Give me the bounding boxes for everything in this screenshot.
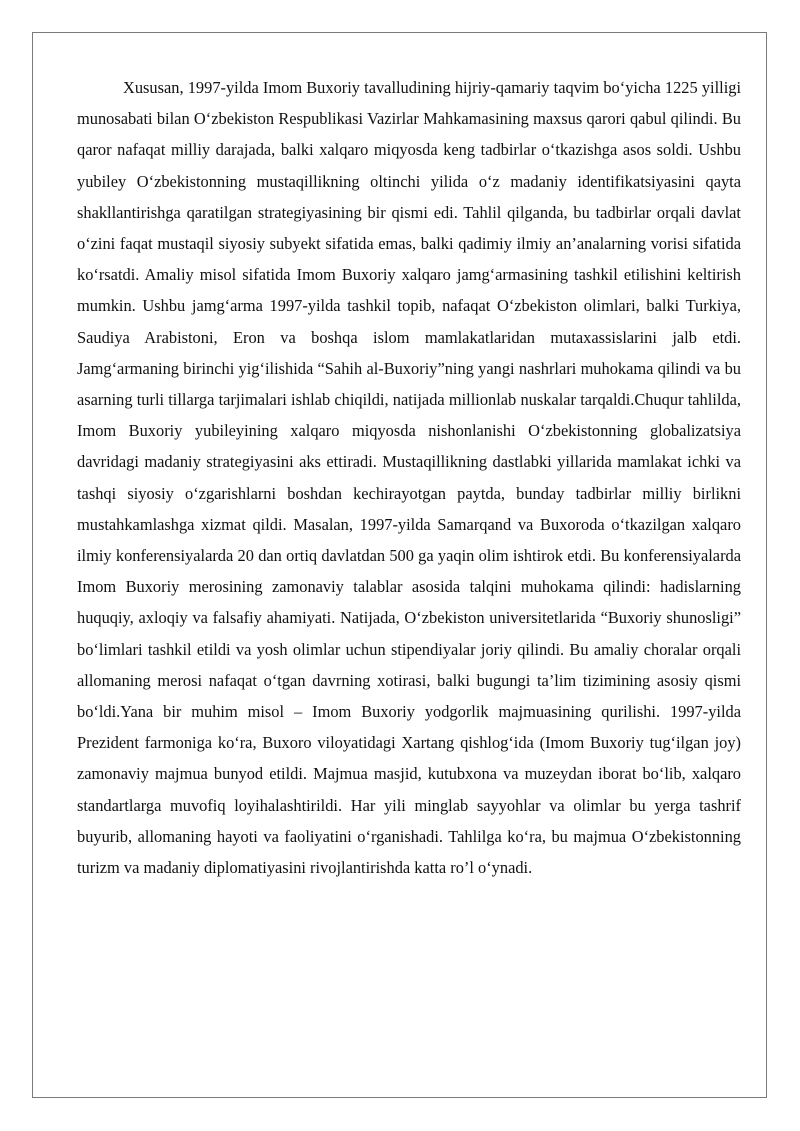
body-paragraph: Xususan, 1997-yilda Imom Buxoriy tavalludining hijriy-qamariy taqvim bo‘yicha 1225 yilligi munosabati bilan O‘zbekiston Respublikasi Vazirlar Mahkamasining maxsus qarori qabul qilindi. Bu qaror nafaqat milliy darajada, balki xalqaro miqyosda keng tadbirlar o‘tkazishga asos soldi. Ushbu yubiley O‘zbekistonning mustaqillikning oltinchi yilida o‘z madaniy identifikatsiyasini qayta shakllantirishga qaratilgan strategiyasining bir qismi edi. Tahlil qilganda, bu tadbirlar orqali davlat o‘zini faqat mustaqil siyosiy subyekt sifatida emas, balki qadimiy ilmiy an’analarning vorisi sifatida ko‘rsatdi. Amaliy misol sifatida Imom Buxoriy xalqaro jamg‘armasining tashkil etilishini keltirish mumkin. Ushbu jamg‘arma 1997-yilda tashkil topib, nafaqat O‘zbekiston olimlari, balki Turkiya, Saudiya Arabistoni, Eron va boshqa islom mamlakatlaridan mutaxassislarini jalb etdi. Jamg‘armaning birinchi yig‘ilishida “Sahih al-Buxoriy”ning yangi nashrlari muhokama qilindi va bu asarning turli tillarga tarjimalari ishlab chiqildi, natijada millionlab nuskalar tarqaldi.Chuqur tahlilda, Imom Buxoriy yubileyining xalqaro miqyosda nishonlanishi O‘zbekistonning globalizatsiya davridagi madaniy strategiyasini aks ettiradi. Mustaqillikning dastlabki yillarida mamlakat ichki va tashqi siyosiy o‘zgarishlarni boshdan kechirayotgan paytda, bunday tadbirlar milliy birlikni mustahkamlashga xizmat qildi. Masalan, 1997-yilda Samarqand va Buxoroda o‘tkazilgan xalqaro ilmiy konferensiyalarda 20 dan ortiq davlatdan 500 ga yaqin olim ishtirok etdi. Bu konferensiyalarda Imom Buxoriy merosining zamonaviy talablar asosida talqini muhokama qilindi: hadislarning huquqiy, axloqiy va falsafiy ahamiyati. Natijada, O‘zbekiston universitetlarida “Buxoriy shunosligi” bo‘limlari tashkil etildi va yosh olimlar uchun stipendiyalar joriy qilindi. Bu amaliy choralar orqali allomaning merosi nafaqat o‘tgan davrning xotirasi, balki bugungi ta’lim tizimining asosiy qismi bo‘ldi.Yana bir muhim misol – Imom Buxoriy yodgorlik majmuasining qurilishi. 1997-yilda Prezident farmoniga ko‘ra, Buxoro viloyatidagi Xartang qishlog‘ida (Imom Buxoriy tug‘ilgan joy) zamonaviy majmua bunyod etildi. Majmua masjid, kutubxona va muzeydan iborat bo‘lib, xalqaro standartlarga muvofiq loyihalashtirildi. Har yili minglab sayyohlar va olimlar bu yerga tashrif buyurib, allomaning hayoti va faoliyatini o‘rganishadi. Tahlilga ko‘ra, bu majmua O‘zbekistonning turizm va madaniy diplomatiyasini rivojlantirishda katta ro’l o‘ynadi. <box>77 78 741 878</box>
